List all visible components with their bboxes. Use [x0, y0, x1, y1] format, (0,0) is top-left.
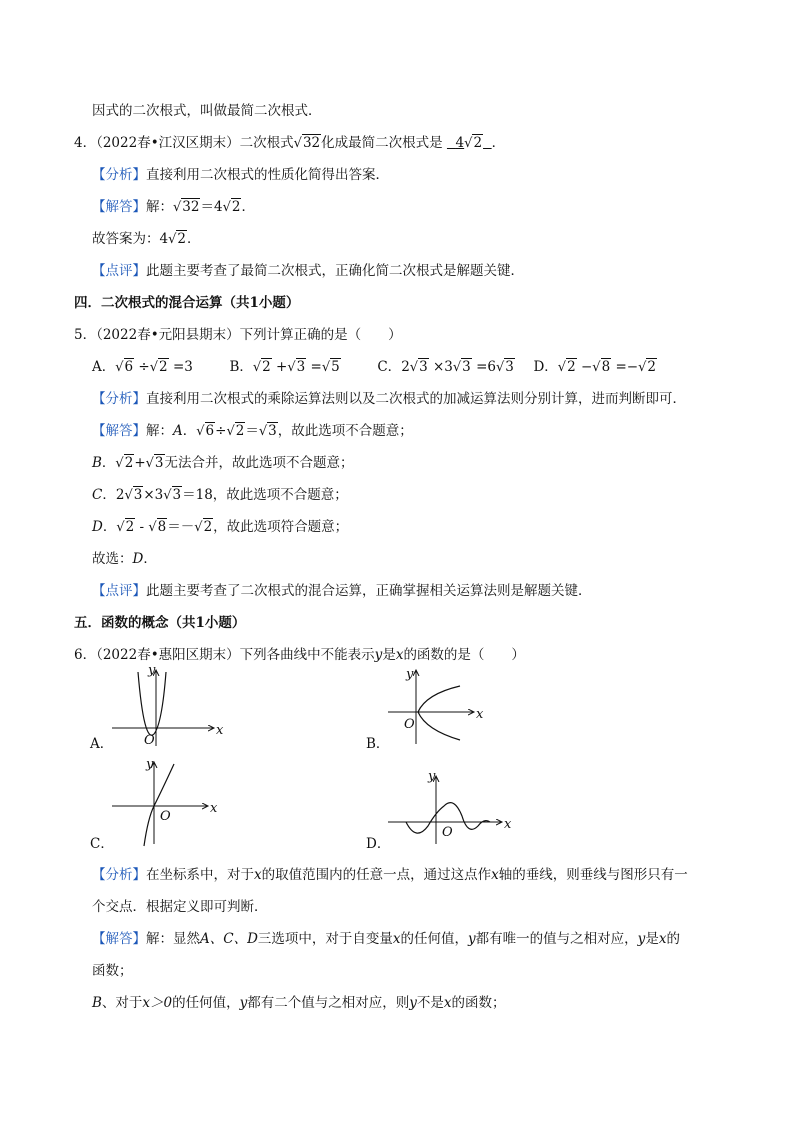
q5-answer-d: D．√2 - √8＝－√2，故此选项符合题意； — [92, 519, 349, 535]
axis-x-label: x — [216, 723, 224, 738]
analysis-text: 直接利用二次根式的乘除运算法则以及二次根式的加减运算法则分别计算，进而判断即可． — [146, 391, 686, 407]
text: 的任何值， — [400, 931, 469, 947]
var: y — [637, 931, 646, 947]
graph-d — [386, 766, 516, 846]
text: 的 — [666, 931, 680, 947]
var: y — [468, 931, 476, 947]
text: 不是 — [416, 995, 444, 1011]
q6-answer-2 — [92, 962, 133, 980]
graph-a — [110, 664, 230, 750]
text: 是 — [645, 931, 659, 947]
var: y — [374, 647, 383, 663]
origin-label: O — [442, 825, 453, 840]
option-c: C．2√3 ×3√3 =6√3 — [377, 359, 514, 375]
var: x — [443, 995, 452, 1011]
answer-radicand: 2 — [473, 135, 483, 151]
question-4 — [74, 134, 505, 153]
text: 化成最简二次根式是 — [321, 135, 443, 151]
section-title: 五．函数的概念（共1小题） — [74, 615, 246, 631]
option-c-label: C． — [90, 836, 114, 852]
q5-answer-c: C．2√3×3√3＝18，故此选项不合题意； — [92, 487, 348, 503]
analysis-tag: 【分析】 — [92, 167, 146, 183]
text: 解：显然 — [146, 931, 200, 947]
question-stem: 下列计算正确的是（ ） — [239, 327, 402, 343]
text: 在坐标系中，对于 — [146, 867, 254, 883]
var: x — [658, 931, 667, 947]
q4-analysis — [92, 166, 389, 184]
origin-label: O — [144, 733, 155, 748]
text: 因式的二次根式，叫做最简二次根式． — [92, 103, 322, 119]
text: 是 — [382, 647, 396, 663]
radicand: 32 — [182, 199, 200, 215]
text: 轴的垂线，则垂线与图形只有一 — [498, 867, 688, 883]
q4-final: 故答案为：4√2． — [92, 231, 201, 247]
text: ，故此选项符合题意； — [213, 519, 349, 535]
var: x — [395, 647, 404, 663]
text: 下列各曲线中不能表示 — [239, 647, 375, 663]
question-number: 6． — [74, 647, 97, 663]
answer-tag: 【解答】 — [92, 423, 146, 439]
final-answer: 故答案为：4 — [92, 231, 169, 247]
radicand: 2 — [177, 231, 186, 247]
axis-y-label: y — [146, 757, 154, 772]
axis-x-label: x — [504, 817, 512, 832]
text: ＝4 — [200, 199, 223, 215]
option-a: A．√6 ÷√2 =3 — [92, 359, 193, 375]
var: y — [409, 995, 417, 1011]
text: ． — [241, 199, 255, 215]
question-number: 5． — [74, 327, 97, 343]
q4-comment — [92, 262, 524, 280]
text: 的函数的是（ ） — [403, 647, 525, 663]
q6-analysis-1 — [92, 866, 688, 884]
question-number: 4． — [74, 135, 97, 151]
text: 个交点．根据定义即可判断． — [92, 899, 268, 915]
question-source: （2022春•元阳县期末） — [96, 327, 240, 343]
var: x — [491, 867, 499, 883]
text: 无法合并，故此选项不合题意； — [164, 455, 354, 471]
text: 、对于 — [101, 995, 143, 1011]
graph-c — [110, 756, 230, 848]
var: x — [392, 931, 401, 947]
text: 的函数； — [451, 995, 506, 1011]
text: ＝18，故此选项不合题意； — [182, 487, 348, 503]
analysis-text: 直接利用二次根式的性质化简得出答案． — [146, 167, 389, 183]
text: 的任何值， — [172, 995, 240, 1011]
section-heading — [74, 294, 299, 312]
option-d: D．√2 −√8 =−√2 — [533, 359, 656, 375]
radicand: 2 — [231, 199, 241, 215]
text: 都有唯一的值与之相对应， — [475, 931, 638, 947]
section-title: 四．二次根式的混合运算（共1小题） — [74, 295, 300, 311]
analysis-tag: 【分析】 — [92, 867, 146, 883]
answer-tag: 【解答】 — [92, 931, 146, 947]
q5-comment — [92, 582, 592, 600]
answer-coef: 4 — [455, 135, 465, 151]
question-5 — [74, 326, 402, 344]
axis-y-label: y — [148, 664, 156, 678]
q5-answer-b: B．√2+√3无法合并，故此选项不合题意； — [92, 455, 354, 471]
text: B — [92, 995, 102, 1011]
text: ． — [143, 551, 157, 567]
option-b: B．√2 +√3 =√5 — [229, 359, 340, 375]
sqrt-expression: √32 — [293, 135, 321, 151]
analysis-tag: 【分析】 — [92, 391, 146, 407]
comment-tag: 【点评】 — [92, 263, 146, 279]
q6-analysis-2 — [92, 898, 268, 916]
q5-answer-a: 【解答】解：A．√6÷√2＝√3，故此选项不合题意； — [92, 423, 413, 439]
text: 二次根式 — [239, 135, 294, 151]
section-heading — [74, 614, 245, 632]
q5-options — [92, 358, 657, 377]
option-a-label: A． — [90, 736, 114, 752]
text: 解： — [146, 423, 173, 439]
question-source: （2022春•惠阳区期末） — [96, 647, 240, 663]
text: 解： — [146, 199, 173, 215]
axis-y-label: y — [428, 769, 436, 784]
question-source: （2022春•江汉区期末） — [96, 135, 240, 151]
var: y — [239, 995, 248, 1011]
text: 三选项中，对于自变量 — [257, 931, 393, 947]
text: ． — [186, 231, 201, 247]
text: ，故此选项不合题意； — [277, 423, 413, 439]
q5-analysis — [92, 390, 686, 408]
option-d-label: D． — [366, 836, 391, 852]
option-b-label: B． — [366, 736, 390, 752]
comment-tag: 【点评】 — [92, 583, 146, 599]
question-6 — [74, 646, 525, 664]
continuation-text — [92, 102, 322, 120]
q6-answer-3 — [92, 994, 506, 1012]
comment-text: 此题主要考查了最简二次根式，正确化简二次根式是解题关键． — [146, 263, 524, 279]
text: 函数； — [92, 963, 133, 979]
origin-label: O — [404, 717, 415, 732]
var: x — [254, 867, 262, 883]
answer-tag: 【解答】 — [92, 199, 146, 215]
axis-x-label: x — [210, 801, 218, 816]
text: 故选： — [92, 551, 133, 567]
text: 的取值范围内的任意一点，通过这点作 — [261, 867, 492, 883]
q4-answer: 【解答】解：√32＝4√2． — [92, 199, 255, 215]
answer-blank: 4√2 — [455, 135, 483, 151]
q5-final — [92, 550, 157, 568]
final-letter: D — [132, 551, 144, 567]
text: x＞0 — [142, 995, 173, 1011]
q6-answer-1 — [92, 930, 680, 948]
origin-label: O — [160, 809, 171, 824]
axis-y-label: y — [406, 667, 414, 682]
text: A、C、D — [200, 931, 258, 947]
text: ． — [491, 135, 506, 151]
graph-b — [386, 664, 496, 750]
comment-text: 此题主要考查了二次根式的混合运算，正确掌握相关运算法则是解题关键． — [146, 583, 592, 599]
text: 都有二个值与之相对应，则 — [247, 995, 410, 1011]
axis-x-label: x — [476, 707, 484, 722]
radicand: 32 — [302, 135, 321, 151]
